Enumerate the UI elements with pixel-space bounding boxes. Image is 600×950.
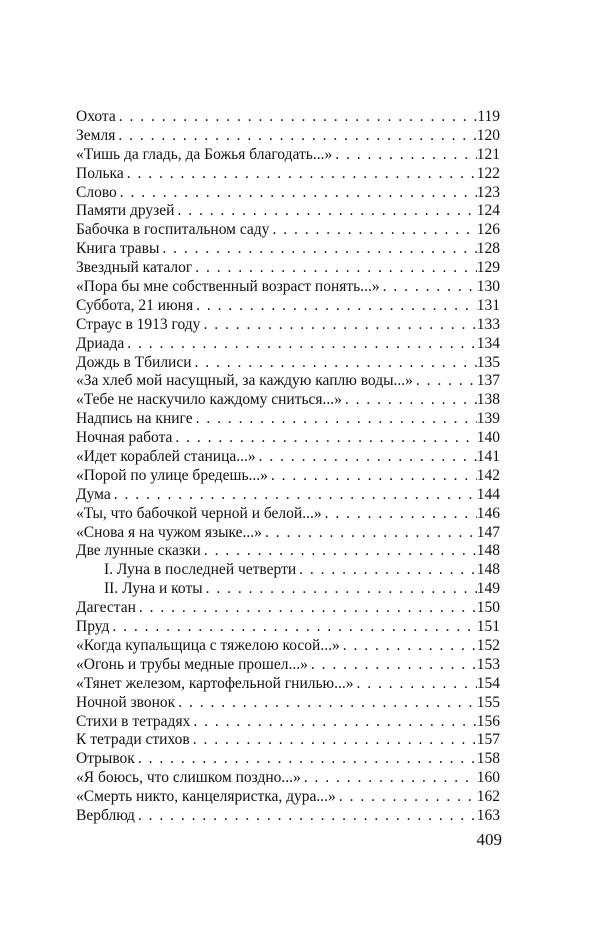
dot-leader (135, 750, 477, 769)
toc-entry (76, 410, 500, 429)
dot-leader (172, 429, 476, 448)
toc-entry (76, 391, 500, 410)
entry-title: Суббота, 21 июня (76, 296, 194, 314)
toc-entry (76, 165, 500, 184)
dot-leader (308, 656, 477, 675)
entry-page-number: 160 (476, 769, 500, 787)
entry-page-number: 149 (476, 580, 500, 598)
dot-leader (342, 391, 477, 410)
entry-page-number: 152 (476, 636, 500, 654)
entry-page-number: 154 (476, 674, 500, 692)
entry-page-number: 163 (476, 806, 500, 824)
entry-page-number: 157 (476, 731, 500, 749)
dot-leader (115, 127, 476, 146)
toc-entry (76, 486, 500, 505)
entry-title: «Тишь да гладь, да Божья благодать...» (76, 145, 333, 163)
entry-page-number: 141 (476, 448, 500, 466)
dot-leader (268, 467, 477, 486)
toc-entry (76, 335, 500, 354)
entry-page-number: 142 (476, 466, 500, 484)
toc-entry (76, 240, 500, 259)
entry-title: Дагестан (76, 599, 136, 617)
entry-title: «Порой по улице бредешь...» (76, 466, 268, 484)
toc-entry (76, 694, 500, 713)
entry-page-number: 155 (476, 693, 500, 711)
entry-title: Отрывок (76, 750, 135, 768)
entry-title: «Когда купальщица с тяжелою косой...» (76, 636, 340, 654)
entry-title: Верблюд (76, 806, 135, 824)
entry-title: Памяти друзей (76, 202, 175, 220)
toc-entry (76, 713, 500, 732)
entry-title: Звездный каталог (76, 259, 193, 277)
entry-title: «За хлеб мой насущный, за каждую каплю воды...» (76, 372, 413, 390)
entry-title: «Тебе не наскучило каждому сниться...» (76, 391, 342, 409)
entry-page-number: 126 (476, 221, 500, 239)
entry-page-number: 130 (476, 278, 500, 296)
entry-title: «Смерть никто, канцеляристка, дура...» (76, 788, 336, 806)
entry-title: Две лунные сказки (76, 542, 201, 560)
toc-subentry (76, 580, 500, 599)
dot-leader (124, 165, 477, 184)
entry-title: «Снова я на чужом языке...» (76, 523, 262, 541)
entry-title: «Ты, что бабочкой черной и белой...» (76, 504, 322, 522)
toc-entry (76, 467, 500, 486)
entry-title: Надпись на книге (76, 410, 193, 428)
entry-page-number: 119 (477, 108, 500, 125)
toc-entry (76, 202, 500, 221)
entry-page-number: 153 (476, 655, 500, 673)
dot-leader (190, 731, 477, 750)
dot-leader (200, 316, 476, 335)
toc-entry (76, 448, 500, 467)
dot-leader (354, 675, 477, 694)
dot-leader (380, 278, 477, 297)
entry-page-number: 144 (476, 485, 500, 503)
entry-page-number: 146 (476, 504, 500, 522)
dot-leader (192, 259, 476, 278)
entry-title: Стихи в тетрадях (76, 712, 191, 730)
entry-title: Дождь в Тбилиси (76, 353, 192, 371)
toc-entry (76, 316, 500, 335)
dot-leader (136, 599, 477, 618)
page-number: 409 (476, 830, 502, 849)
toc-entry (76, 108, 500, 127)
dot-leader (413, 372, 477, 391)
entry-title: «Я боюсь, что слишком поздно...» (76, 769, 301, 787)
toc-entry (76, 807, 500, 826)
dot-leader (322, 505, 477, 524)
dot-leader (111, 486, 477, 505)
dot-leader (124, 335, 476, 354)
toc-entry (76, 524, 500, 543)
entry-page-number: 148 (476, 561, 500, 579)
dot-leader (193, 297, 477, 316)
dot-leader (336, 788, 477, 807)
toc-entry (76, 278, 500, 297)
entry-title: Дриада (76, 334, 125, 352)
entry-page-number: 156 (476, 712, 500, 730)
toc-entry (76, 675, 500, 694)
toc-entry (76, 750, 500, 769)
entry-page-number: 133 (476, 315, 500, 333)
entry-page-number: 122 (476, 164, 500, 182)
toc-entry (76, 372, 500, 391)
toc-entry (76, 259, 500, 278)
entry-page-number: 162 (476, 788, 500, 806)
toc-entry (76, 184, 500, 203)
entry-title: I. Луна в последней четверти (104, 561, 297, 579)
entry-title: «Тянет железом, картофельной гнилью...» (76, 674, 354, 692)
entry-title: «Идет кораблей станица...» (76, 448, 256, 466)
entry-page-number: 134 (476, 334, 500, 352)
dot-leader (301, 769, 477, 788)
dot-leader (109, 618, 476, 637)
dot-leader (175, 694, 477, 713)
entry-title: Охота (76, 108, 116, 125)
entry-title: К тетради стихов (76, 731, 190, 749)
entry-page-number: 129 (476, 259, 500, 277)
toc-entry (76, 542, 500, 561)
dot-leader (116, 108, 478, 127)
entry-title: Дума (76, 485, 111, 503)
dot-leader (201, 542, 477, 561)
toc-entry (76, 599, 500, 618)
toc-entry (76, 297, 500, 316)
dot-leader (256, 448, 477, 467)
entry-page-number: 123 (476, 183, 500, 201)
dot-leader (332, 146, 477, 165)
dot-leader (262, 524, 477, 543)
entry-title: Полька (76, 164, 124, 182)
dot-leader (192, 354, 477, 373)
toc-entry (76, 354, 500, 373)
entry-title: «Огонь и трубы медные прошел...» (76, 655, 308, 673)
toc-entry (76, 618, 500, 637)
toc-entry (76, 127, 500, 146)
entry-page-number: 140 (476, 429, 500, 447)
entry-page-number: 128 (476, 240, 500, 258)
toc-entry (76, 731, 500, 750)
entry-title: Пруд (76, 618, 110, 636)
entry-page-number: 120 (476, 126, 500, 144)
entry-page-number: 135 (476, 353, 500, 371)
dot-leader (340, 637, 477, 656)
entry-page-number: 148 (476, 542, 500, 560)
entry-title: Книга травы (76, 240, 160, 258)
toc-subentry (76, 561, 500, 580)
entry-page-number: 151 (476, 618, 500, 636)
entry-title: II. Луна и коты (104, 580, 203, 598)
toc-entry (76, 221, 500, 240)
toc-entry (76, 637, 500, 656)
entry-title: Слово (76, 183, 117, 201)
toc-entry (76, 769, 500, 788)
entry-title: Земля (76, 126, 116, 144)
toc-entry (76, 656, 500, 675)
dot-leader (193, 410, 477, 429)
entry-title: Бабочка в госпитальном саду (76, 221, 270, 239)
dot-leader (190, 713, 476, 732)
dot-leader (174, 202, 476, 221)
table-of-contents (76, 108, 500, 826)
toc-entry (76, 788, 500, 807)
entry-page-number: 139 (476, 410, 500, 428)
entry-page-number: 138 (476, 391, 500, 409)
entry-page-number: 121 (476, 145, 500, 163)
dot-leader (269, 221, 476, 240)
entry-page-number: 137 (476, 372, 500, 390)
entry-page-number: 150 (476, 599, 500, 617)
toc-entry (76, 505, 500, 524)
dot-leader (296, 561, 477, 580)
entry-page-number: 147 (476, 523, 500, 541)
entry-page-number: 158 (476, 750, 500, 768)
entry-page-number: 124 (476, 202, 500, 220)
dot-leader (159, 240, 476, 259)
entry-title: Ночной звонок (76, 693, 176, 711)
entry-title: Страус в 1913 году (76, 315, 201, 333)
toc-entry (76, 146, 500, 165)
entry-title: «Пора бы мне собственный возраст понять...» (76, 278, 380, 296)
entry-page-number: 131 (476, 296, 500, 314)
dot-leader (135, 807, 477, 826)
dot-leader (203, 580, 477, 599)
dot-leader (117, 184, 477, 203)
entry-title: Ночная работа (76, 429, 173, 447)
toc-entry (76, 429, 500, 448)
